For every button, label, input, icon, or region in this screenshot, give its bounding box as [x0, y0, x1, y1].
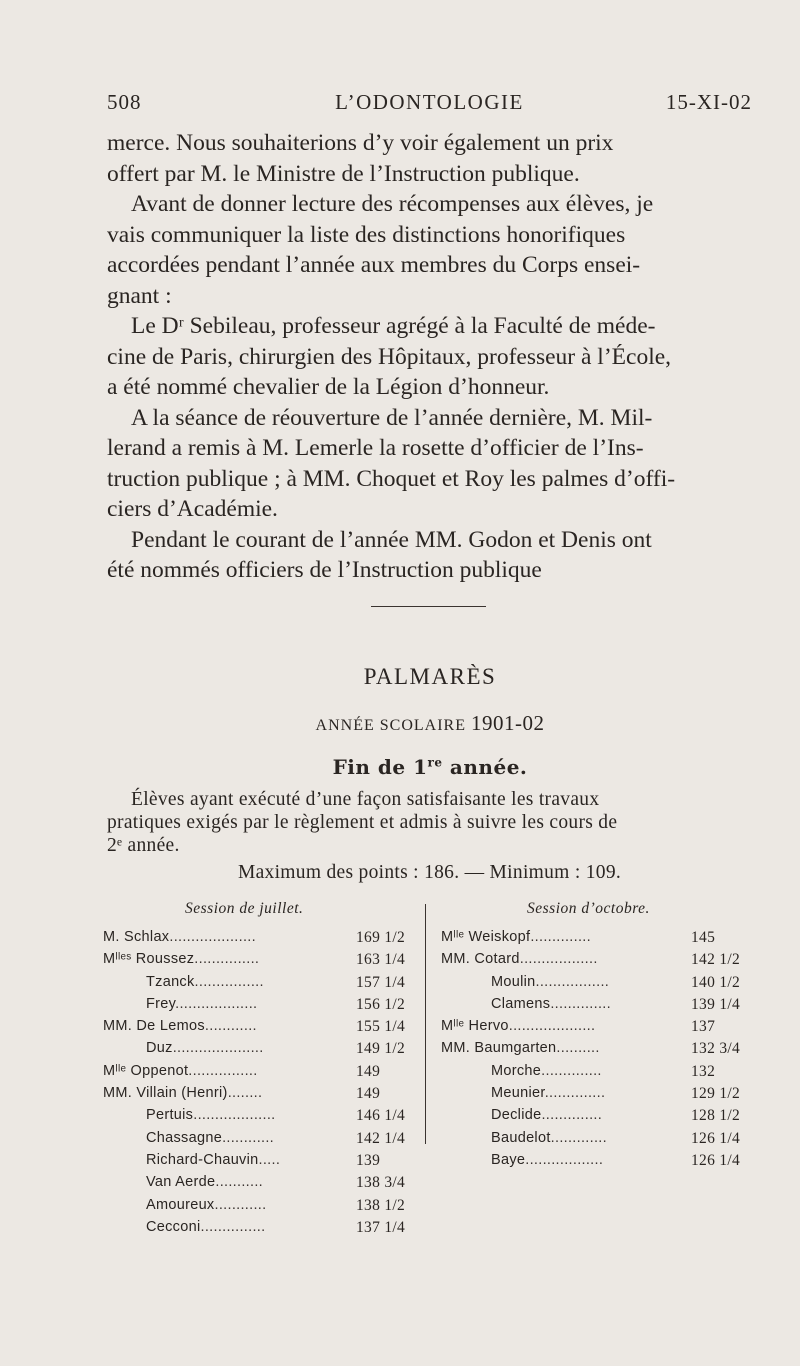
- leader-dots: ............: [222, 1129, 275, 1146]
- student-points: 128 1/2: [691, 1107, 741, 1125]
- leader-dots: ..................: [525, 1151, 604, 1168]
- result-row: [441, 1152, 761, 1174]
- student-points: 138 3/4: [356, 1174, 406, 1192]
- issue-date: 15-XI-02: [665, 90, 752, 114]
- student-points: 155 1/4: [356, 1018, 406, 1036]
- student-name: [441, 1018, 595, 1034]
- result-row: [441, 996, 761, 1018]
- student-name: [103, 929, 256, 945]
- leader-dots: ...............: [194, 951, 260, 968]
- student-points: 146 1/4: [356, 1107, 406, 1125]
- student-name-text: Meunier: [491, 1085, 545, 1102]
- student-name: [491, 1085, 605, 1101]
- student-name: [146, 996, 257, 1012]
- body-text: [107, 128, 752, 586]
- leader-dots: .................: [535, 973, 610, 990]
- column-divider: [425, 904, 426, 1144]
- student-points: 163 1/4: [356, 951, 406, 969]
- school-year-value: 1901-02: [470, 711, 545, 735]
- result-row: [441, 951, 761, 973]
- result-row: [103, 1174, 423, 1196]
- student-name: [441, 951, 598, 967]
- july-results-list: [103, 929, 423, 1241]
- result-row: [103, 1040, 423, 1062]
- student-name-text: Mˡˡᵉ Weiskopf: [441, 929, 531, 945]
- student-points: 138 1/2: [356, 1196, 406, 1214]
- student-name-text: Moulin: [491, 973, 536, 990]
- student-points: 132: [691, 1062, 716, 1080]
- student-name: [146, 1130, 274, 1146]
- leader-dots: ...................: [193, 1107, 276, 1124]
- student-name-text: Tzanck: [146, 973, 195, 990]
- school-year: [0, 711, 800, 736]
- leader-dots: ............: [214, 1196, 267, 1213]
- october-session-heading: Session d’octobre.: [527, 900, 650, 917]
- leader-dots: ..............: [541, 1107, 603, 1124]
- student-name: [146, 1152, 280, 1168]
- paragraph-line: accordées pendant l’année aux membres du Corps ensei-: [107, 252, 641, 278]
- student-points: 126 1/4: [691, 1129, 741, 1147]
- student-name-text: M. Schlax: [103, 929, 170, 945]
- result-row: [441, 1040, 761, 1062]
- student-points: 126 1/4: [691, 1151, 741, 1169]
- student-name-text: Cecconi: [146, 1218, 201, 1235]
- student-name-text: Clamens: [491, 995, 551, 1012]
- student-name-text: MM. De Lemos: [103, 1018, 205, 1035]
- student-name: [491, 974, 609, 990]
- leader-dots: ..............: [544, 1085, 606, 1102]
- result-row: [103, 1219, 423, 1241]
- student-name: [146, 1219, 265, 1235]
- student-name: [491, 1063, 602, 1079]
- leader-dots: ...............: [200, 1218, 266, 1235]
- student-name: [146, 1197, 266, 1213]
- leader-dots: ................: [188, 1062, 258, 1079]
- description-line: pratiques exigés par le règlement et admis à suivre les cours de: [107, 812, 618, 833]
- leader-dots: ..............: [550, 995, 611, 1012]
- leader-dots: ..........: [556, 1040, 600, 1057]
- student-name-text: Baudelot: [491, 1129, 551, 1146]
- section-divider: [371, 606, 486, 607]
- student-name: [103, 1063, 258, 1079]
- paragraph-line: truction publique ; à MM. Choquet et Roy les palmes d’offi-: [107, 465, 676, 492]
- july-session-heading: Session de juillet.: [185, 900, 304, 917]
- student-points: 142 1/2: [691, 951, 741, 969]
- student-points: 139 1/4: [691, 995, 741, 1013]
- result-row: [441, 929, 761, 951]
- student-name-text: Mˡˡᵉ Oppenot: [103, 1062, 189, 1079]
- student-name-text: Morche: [491, 1062, 542, 1079]
- student-points: 156 1/2: [356, 995, 406, 1013]
- leader-dots: .....: [258, 1151, 281, 1168]
- leader-dots: ...........: [215, 1174, 263, 1191]
- leader-dots: .............: [550, 1129, 607, 1146]
- paragraph-line: A la séance de réouverture de l’année dernière, M. Mil-: [131, 404, 653, 431]
- paragraph-line: vais communiquer la liste des distinctions honorifiques: [107, 221, 626, 248]
- section-heading-sup: re: [427, 755, 443, 770]
- student-name: [441, 1040, 600, 1056]
- leader-dots: ...................: [175, 995, 258, 1012]
- result-row: [441, 1063, 761, 1085]
- paragraph-line: Le Dʳ Sebileau, professeur agrégé à la Faculté de méde-: [131, 313, 656, 339]
- student-name: [146, 1174, 263, 1190]
- journal-title: L’ODONTOLOGIE: [335, 90, 524, 114]
- paragraph-line: offert par M. le Ministre de l’Instruction publique.: [107, 160, 580, 187]
- student-name-text: Baye: [491, 1151, 526, 1168]
- result-row: [103, 1130, 423, 1152]
- student-points: 140 1/2: [691, 973, 741, 991]
- student-name: [491, 1130, 607, 1146]
- result-row: [103, 996, 423, 1018]
- student-points: 145: [691, 929, 716, 946]
- student-name: [146, 974, 264, 990]
- palmares-title: PALMARÈS: [363, 664, 497, 689]
- result-row: [103, 951, 423, 973]
- page-number: 508: [107, 90, 142, 114]
- paragraph-line: Pendant le courant de l’année MM. Godon et Denis ont: [131, 526, 652, 553]
- leader-dots: ............: [204, 1018, 257, 1035]
- section-heading: [0, 755, 800, 779]
- leader-dots: ..................: [519, 951, 598, 968]
- section-heading-tail: année.: [442, 755, 528, 779]
- student-points: 132 3/4: [691, 1040, 741, 1058]
- description-line: 2ᵉ année.: [107, 835, 180, 856]
- leader-dots: ................: [194, 973, 264, 990]
- student-name: [491, 1107, 602, 1123]
- description-line: Élèves ayant exécuté d’une façon satisfaisante les travaux: [131, 789, 600, 810]
- paragraph-line: cine de Paris, chirurgien des Hôpitaux, professeur à l’École,: [107, 343, 672, 370]
- result-row: [103, 974, 423, 996]
- student-name-text: Declide: [491, 1107, 542, 1124]
- leader-dots: ....................: [169, 929, 256, 945]
- paragraph-line: Avant de donner lecture des récompenses aux élèves, je: [131, 191, 654, 217]
- result-row: [103, 1197, 423, 1219]
- student-points: 149: [356, 1062, 381, 1080]
- paragraph-line: a été nommé chevalier de la Légion d’honneur.: [107, 374, 550, 400]
- result-row: [441, 1107, 761, 1129]
- student-name: [491, 996, 611, 1012]
- paragraph-line: été nommés officiers de l’Instruction publique: [107, 557, 542, 583]
- student-name: [146, 1040, 264, 1056]
- student-points: 157 1/4: [356, 973, 406, 991]
- student-points: 137 1/4: [356, 1218, 406, 1236]
- student-points: 129 1/2: [691, 1085, 741, 1103]
- student-name: [103, 1085, 262, 1101]
- result-row: [103, 1107, 423, 1129]
- result-row: [441, 1130, 761, 1152]
- october-results-list: [441, 929, 761, 1174]
- student-name-text: MM. Villain (Henri): [103, 1085, 228, 1102]
- student-name: [491, 1152, 603, 1168]
- paragraph-line: merce. Nous souhaiterions d’y voir également un prix: [107, 130, 614, 156]
- leader-dots: .....................: [172, 1040, 264, 1057]
- school-year-label: ANNÉE SCOLAIRE: [315, 717, 466, 734]
- leader-dots: ........: [227, 1085, 263, 1102]
- student-points: 169 1/2: [356, 929, 406, 946]
- student-name-text: Pertuis: [146, 1107, 194, 1124]
- student-name-text: Mˡˡᵉˢ Roussez: [103, 951, 195, 968]
- student-points: 149 1/2: [356, 1040, 406, 1058]
- student-name: [103, 1018, 257, 1034]
- paragraph-line: ciers d’Académie.: [107, 496, 278, 522]
- student-name-text: Duz: [146, 1040, 173, 1057]
- student-name: [146, 1107, 275, 1123]
- student-name-text: Richard-Chauvin: [146, 1151, 259, 1168]
- result-row: [441, 1085, 761, 1107]
- student-name-text: Mˡˡᵉ Hervo: [441, 1018, 509, 1035]
- result-row: [103, 929, 423, 951]
- paragraph-line: gnant :: [107, 282, 172, 309]
- section-heading-text: Fin de 1: [332, 755, 428, 779]
- result-row: [441, 1018, 761, 1040]
- leader-dots: ..............: [541, 1062, 602, 1079]
- result-row: [103, 1152, 423, 1174]
- result-row: [103, 1063, 423, 1085]
- result-row: [103, 1085, 423, 1107]
- section-description: [107, 788, 752, 884]
- running-header: [107, 90, 752, 120]
- student-points: 149: [356, 1085, 381, 1103]
- paragraph-line: lerand a remis à M. Lemerle la rosette d’officier de l’Ins-: [107, 435, 644, 461]
- student-points: 142 1/4: [356, 1129, 406, 1147]
- student-name-text: Frey: [146, 995, 176, 1012]
- student-name-text: Amoureux: [146, 1196, 215, 1213]
- student-name-text: MM. Cotard: [441, 951, 520, 968]
- result-row: [441, 974, 761, 996]
- student-points: 137: [691, 1018, 716, 1036]
- leader-dots: ..............: [530, 929, 591, 945]
- student-name-text: Chassagne: [146, 1129, 223, 1146]
- points-range: Maximum des points : 186. — Minimum : 109.: [237, 862, 622, 883]
- leader-dots: ....................: [508, 1018, 596, 1035]
- result-row: [103, 1018, 423, 1040]
- student-name-text: MM. Baumgarten: [441, 1040, 557, 1057]
- student-points: 139: [356, 1151, 381, 1169]
- student-name: [441, 929, 591, 945]
- student-name-text: Van Aerde: [146, 1174, 216, 1191]
- student-name: [103, 951, 259, 967]
